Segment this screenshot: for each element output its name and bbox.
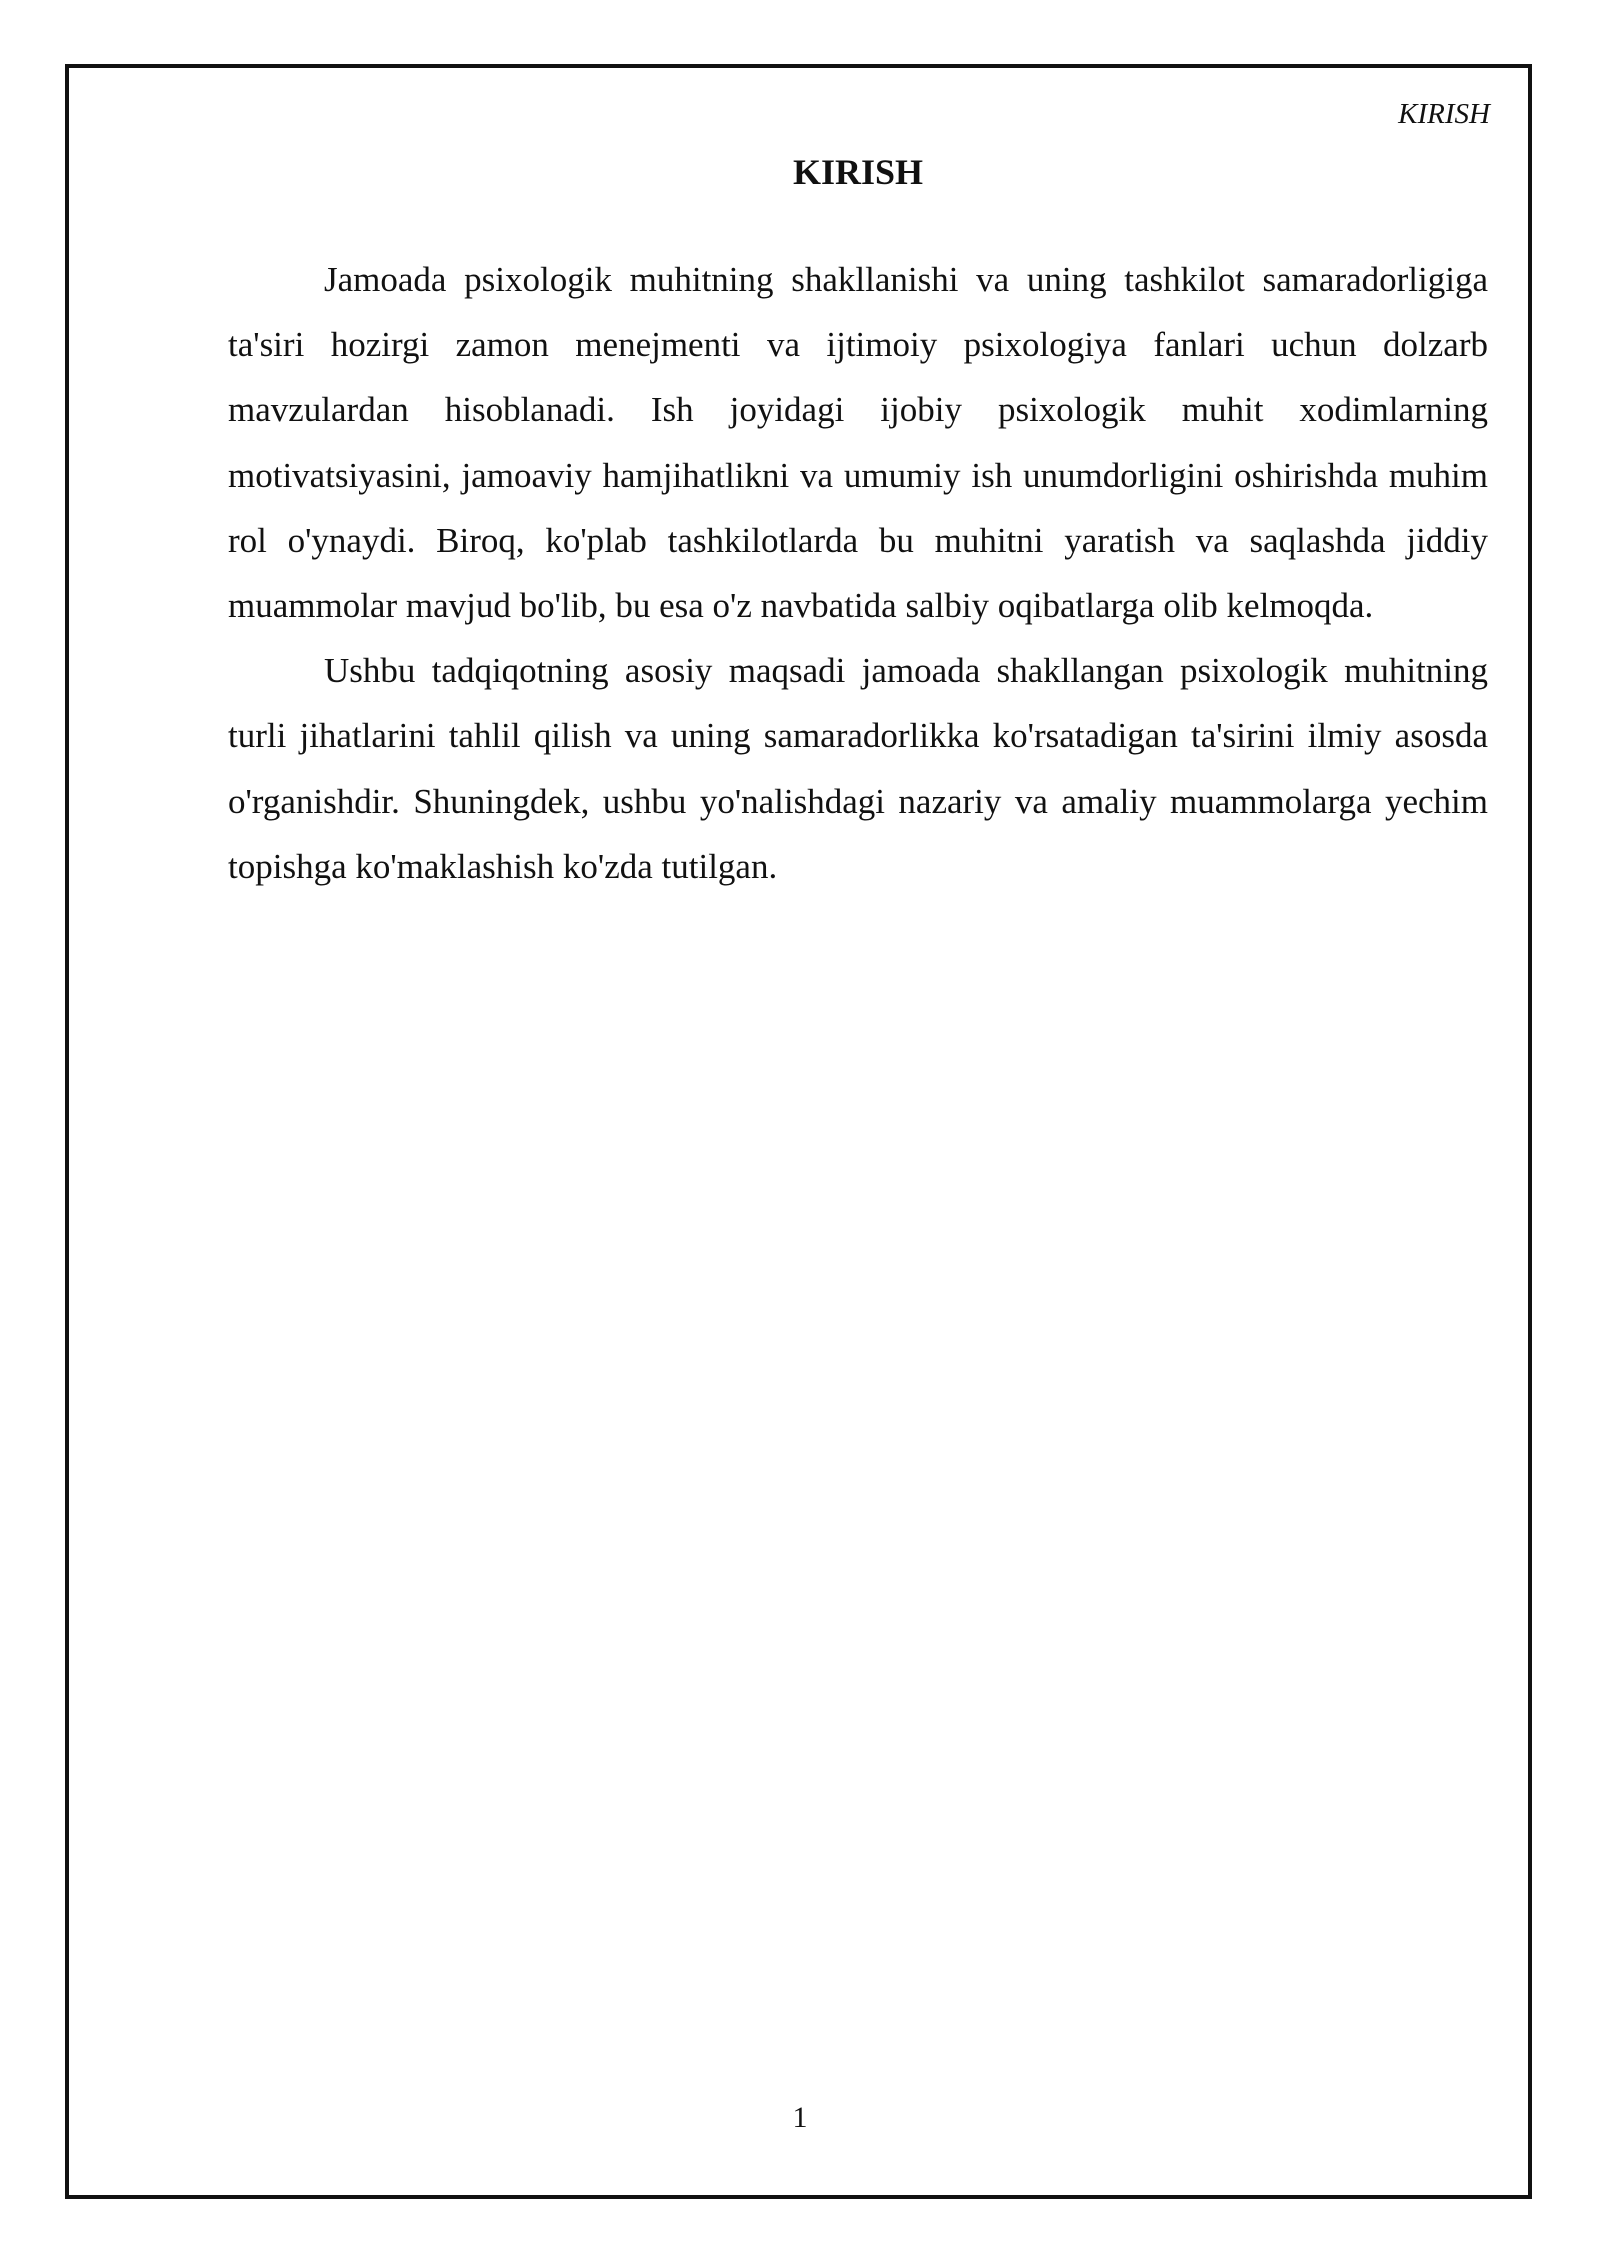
page-number: 1 <box>792 2101 808 2134</box>
page-title: KIRISH <box>792 152 924 192</box>
running-header: KIRISH <box>1398 98 1490 130</box>
body-text <box>228 247 1488 899</box>
paragraph-2: Ushbu tadqiqotning asosiy maqsadi jamoada shakllangan psixologik muhitning turli jihatlarini tahlil qilish va uning samaradorlikka ko'rsatadigan ta'sirini ilmiy asosda o'rganishdir. Shuningdek, ushbu yo'nalishdagi nazariy va amaliy muammolarga yechim topishga ko'maklashish ko'zda tutilgan. <box>228 651 1488 886</box>
paragraph-1: Jamoada psixologik muhitning shakllanishi va uning tashkilot samaradorligiga ta'siri hozirgi zamon menejmenti va ijtimoiy psixologiya fanlari uchun dolzarb mavzulardan hisoblanadi. Ish joyidagi ijobiy psixologik muhit xodimlarning motivatsiyasini, jamoaviy hamjihatlikni va umumiy ish unumdorligini oshirishda muhim rol o'ynaydi. Biroq, ko'plab tashkilotlarda bu muhitni yaratish va saqlashda jiddiy muammolar mavjud bo'lib, bu esa o'z navbatida salbiy oqibatlarga olib kelmoqda. <box>228 260 1488 626</box>
